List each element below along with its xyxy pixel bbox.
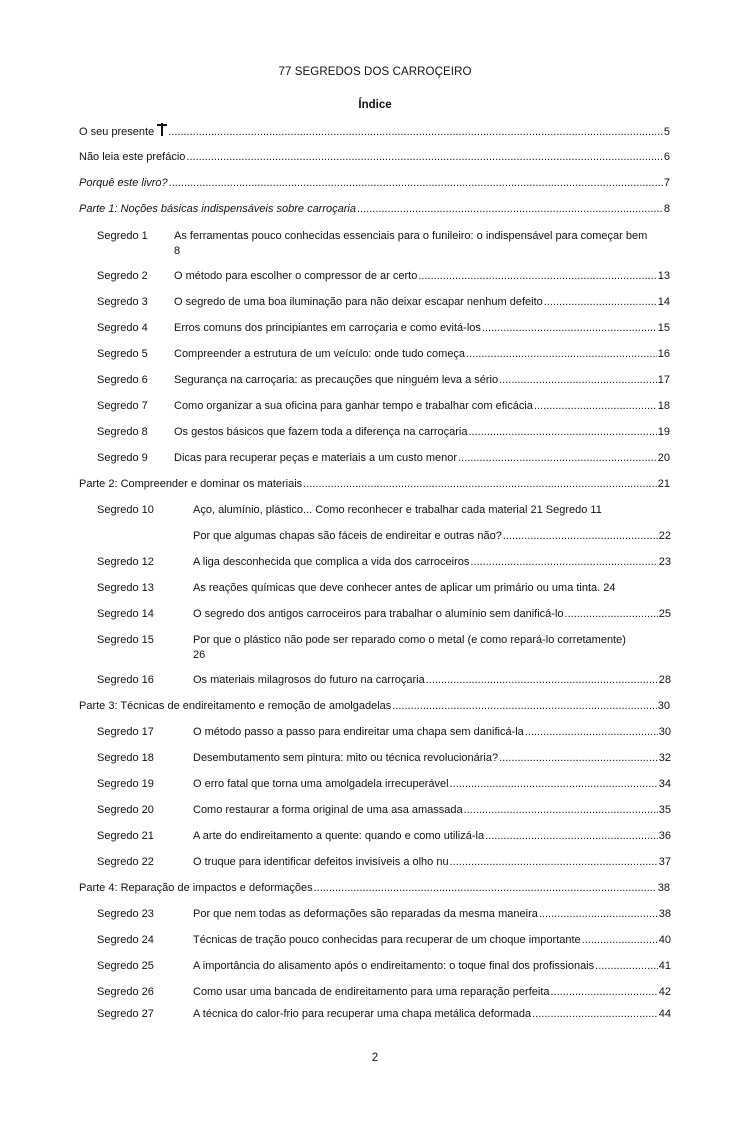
secret-label: Segredo 15: [97, 634, 154, 646]
secret-label: Segredo 4: [97, 322, 148, 334]
toc-leader-dots: [168, 125, 663, 140]
secret-title: Erros comuns dos principiantes em carroçaria e como evitá-los: [174, 322, 481, 334]
secret-title: Dicas para recuperar peças e materiais a um custo menor: [174, 452, 458, 464]
secret-page: 19: [657, 426, 670, 438]
text-cursor-icon: [157, 123, 167, 135]
toc-leader-dots: [314, 881, 657, 896]
secret-label: Segredo 3: [97, 296, 148, 308]
secret-page: 14: [657, 296, 670, 308]
secret-title: O método para escolher o compressor de ar certo: [174, 270, 418, 282]
secret-label: Segredo 18: [97, 752, 154, 764]
secret-title: Por que algumas chapas são fáceis de endireitar e outras não?: [193, 530, 502, 542]
toc-leader-dots: [539, 907, 658, 922]
secret-label: Segredo 25: [97, 960, 154, 972]
toc-part-page: 30: [657, 700, 670, 712]
secret-label: Segredo 17: [97, 726, 154, 738]
secret-label: Segredo 6: [97, 374, 148, 386]
secret-label: Segredo 8: [97, 426, 148, 438]
toc-leader-dots: [485, 829, 658, 844]
document-title: 77 SEGREDOS DOS CARROÇEIRO: [278, 66, 472, 78]
toc-entry-page: 6: [663, 151, 670, 163]
secret-title: Como organizar a sua oficina para ganhar tempo e trabalhar com eficácia: [174, 400, 533, 412]
toc-leader-dots: [582, 933, 658, 948]
secret-title: Segurança na carroçaria: as precauções que ninguém leva a sério: [174, 374, 499, 386]
secret-page: 37: [658, 856, 671, 868]
toc-leader-dots: [595, 959, 658, 974]
secret-label: Segredo 1: [97, 230, 148, 242]
secret-title: Por que o plástico não pode ser reparado como o metal (e como repará-lo corretamente): [193, 634, 626, 646]
secret-page: 40: [658, 934, 671, 946]
toc-leader-dots: [551, 985, 658, 1000]
secret-label: Segredo 7: [97, 400, 148, 412]
secret-title: Técnicas de tração pouco conhecidas para recuperar de um choque importante: [193, 934, 581, 946]
toc-leader-dots: [357, 202, 663, 217]
toc-leader-dots: [482, 321, 657, 336]
secret-page: 28: [658, 674, 671, 686]
toc-leader-dots: [169, 176, 663, 191]
toc-leader-dots: [565, 607, 658, 622]
toc-part-page: 8: [663, 203, 670, 215]
secret-title: O erro fatal que torna uma amolgadela irrecuperável: [193, 778, 449, 790]
secret-page: 42: [658, 986, 671, 998]
secret-title: Aço, alumínio, plástico... Como reconhecer e trabalhar cada material 21 Segredo 11: [193, 504, 602, 516]
index-heading: Índice: [358, 99, 392, 111]
secret-page: 15: [657, 322, 670, 334]
toc-part-4[interactable]: [79, 881, 670, 896]
secret-page: 44: [658, 1008, 671, 1020]
toc-part-title: Parte 2: Compreender e dominar os materiais: [79, 478, 303, 490]
toc-leader-dots: [303, 477, 657, 492]
secret-page: 20: [657, 452, 670, 464]
toc-leader-dots: [534, 399, 657, 414]
toc-entry-title: Porquê este livro?: [79, 177, 168, 189]
toc-part-page: 38: [657, 882, 670, 894]
secret-page: 25: [658, 608, 671, 620]
secret-page: 32: [658, 752, 671, 764]
secret-page: 13: [657, 270, 670, 282]
secret-title: As ferramentas pouco conhecidas essenciais para o funileiro: o indispensável para começar bem: [174, 230, 648, 242]
secret-page: 38: [658, 908, 671, 920]
secret-page: 22: [658, 530, 671, 542]
toc-part-3[interactable]: [79, 699, 670, 714]
toc-leader-dots: [499, 373, 657, 388]
secret-page: 26: [193, 649, 206, 661]
secret-label: Segredo 12: [97, 556, 154, 568]
secret-page: 23: [658, 556, 671, 568]
secret-page: 30: [658, 726, 671, 738]
toc-leader-dots: [418, 269, 656, 284]
secret-title: Os materiais milagrosos do futuro na carroçaria: [193, 674, 425, 686]
toc-leader-dots: [466, 347, 657, 362]
toc-part-1[interactable]: [79, 202, 670, 217]
secret-label: Segredo 16: [97, 674, 154, 686]
toc-part-2[interactable]: [79, 477, 670, 492]
page-number: 2: [371, 1052, 379, 1064]
secret-title: O truque para identificar defeitos invisíveis a olho nu: [193, 856, 449, 868]
secret-title: Por que nem todas as deformações são reparadas da mesma maneira: [193, 908, 538, 920]
toc-part-title: Parte 3: Técnicas de endireitamento e remoção de amolgadelas: [79, 700, 392, 712]
secret-title: A liga desconhecida que complica a vida dos carroceiros: [193, 556, 470, 568]
secret-label: Segredo 13: [97, 582, 154, 594]
secret-title: A importância do alisamento após o endireitamento: o toque final dos profissionais: [193, 960, 595, 972]
secret-label: Segredo 27: [97, 1008, 154, 1020]
toc-entry-title: Não leia este prefácio: [79, 151, 186, 163]
secret-label: Segredo 9: [97, 452, 148, 464]
toc-leader-dots: [525, 725, 658, 740]
secret-label: Segredo 5: [97, 348, 148, 360]
secret-label: Segredo 2: [97, 270, 148, 282]
secret-title: Desembutamento sem pintura: mito ou técnica revolucionária?: [193, 752, 499, 764]
toc-leader-dots: [450, 777, 658, 792]
secret-title: O método passo a passo para endireitar uma chapa sem danificá-la: [193, 726, 524, 738]
toc-part-title: Parte 1: Noções básicas indispensáveis sobre carroçaria: [79, 203, 356, 215]
secret-label: Segredo 10: [97, 504, 154, 516]
secret-title: Os gestos básicos que fazem toda a diferença na carroçaria: [174, 426, 468, 438]
toc-entry-why-this-book[interactable]: [79, 176, 670, 191]
secret-page: 17: [657, 374, 670, 386]
secret-label: Segredo 20: [97, 804, 154, 816]
secret-title: A arte do endireitamento a quente: quando e como utilizá-la: [193, 830, 485, 842]
toc-part-title: Parte 4: Reparação de impactos e deformações: [79, 882, 313, 894]
toc-leader-dots: [469, 425, 657, 440]
secret-title: O segredo dos antigos carroceiros para trabalhar o alumínio sem danificá-lo: [193, 608, 564, 620]
toc-leader-dots: [186, 150, 662, 165]
toc-leader-dots: [499, 751, 658, 766]
toc-leader-dots: [544, 295, 657, 310]
toc-leader-dots: [426, 673, 658, 688]
toc-leader-dots: [503, 529, 658, 544]
toc-leader-dots: [458, 451, 657, 466]
secret-label: Segredo 14: [97, 608, 154, 620]
secret-page: 34: [658, 778, 671, 790]
secret-title: O segredo de uma boa iluminação para não deixar escapar nenhum defeito: [174, 296, 543, 308]
toc-entry-page: 5: [663, 126, 670, 138]
secret-title: A técnica do calor-frio para recuperar uma chapa metálica deformada: [193, 1008, 532, 1020]
toc-leader-dots: [470, 555, 657, 570]
toc-entry-gift[interactable]: [79, 123, 670, 140]
toc-leader-dots: [464, 803, 658, 818]
secret-title: Como restaurar a forma original de uma asa amassada: [193, 804, 463, 816]
secret-label: Segredo 24: [97, 934, 154, 946]
secret-page: 8: [174, 245, 181, 257]
toc-leader-dots: [450, 855, 658, 870]
secret-title: Como usar uma bancada de endireitamento para uma reparação perfeita: [193, 986, 550, 998]
secret-label: Segredo 23: [97, 908, 154, 920]
secret-page: 36: [658, 830, 671, 842]
toc-leader-dots: [392, 699, 656, 714]
toc-leader-dots: [532, 1007, 658, 1022]
secret-title: As reações químicas que deve conhecer antes de aplicar um primário ou uma tinta. 24: [193, 582, 616, 594]
toc-entry-preface[interactable]: [79, 150, 670, 165]
toc-entry-page: 7: [663, 177, 670, 189]
secret-title: Compreender a estrutura de um veículo: onde tudo começa: [174, 348, 466, 360]
secret-label: Segredo 26: [97, 986, 154, 998]
secret-page: 18: [657, 400, 670, 412]
secret-page: 41: [658, 960, 671, 972]
secret-label: Segredo 19: [97, 778, 154, 790]
secret-label: Segredo 22: [97, 856, 154, 868]
secret-page: 35: [658, 804, 671, 816]
toc-entry-title: O seu presente: [79, 126, 155, 138]
secret-label: Segredo 21: [97, 830, 154, 842]
toc-part-page: 21: [657, 478, 670, 490]
secret-page: 16: [657, 348, 670, 360]
